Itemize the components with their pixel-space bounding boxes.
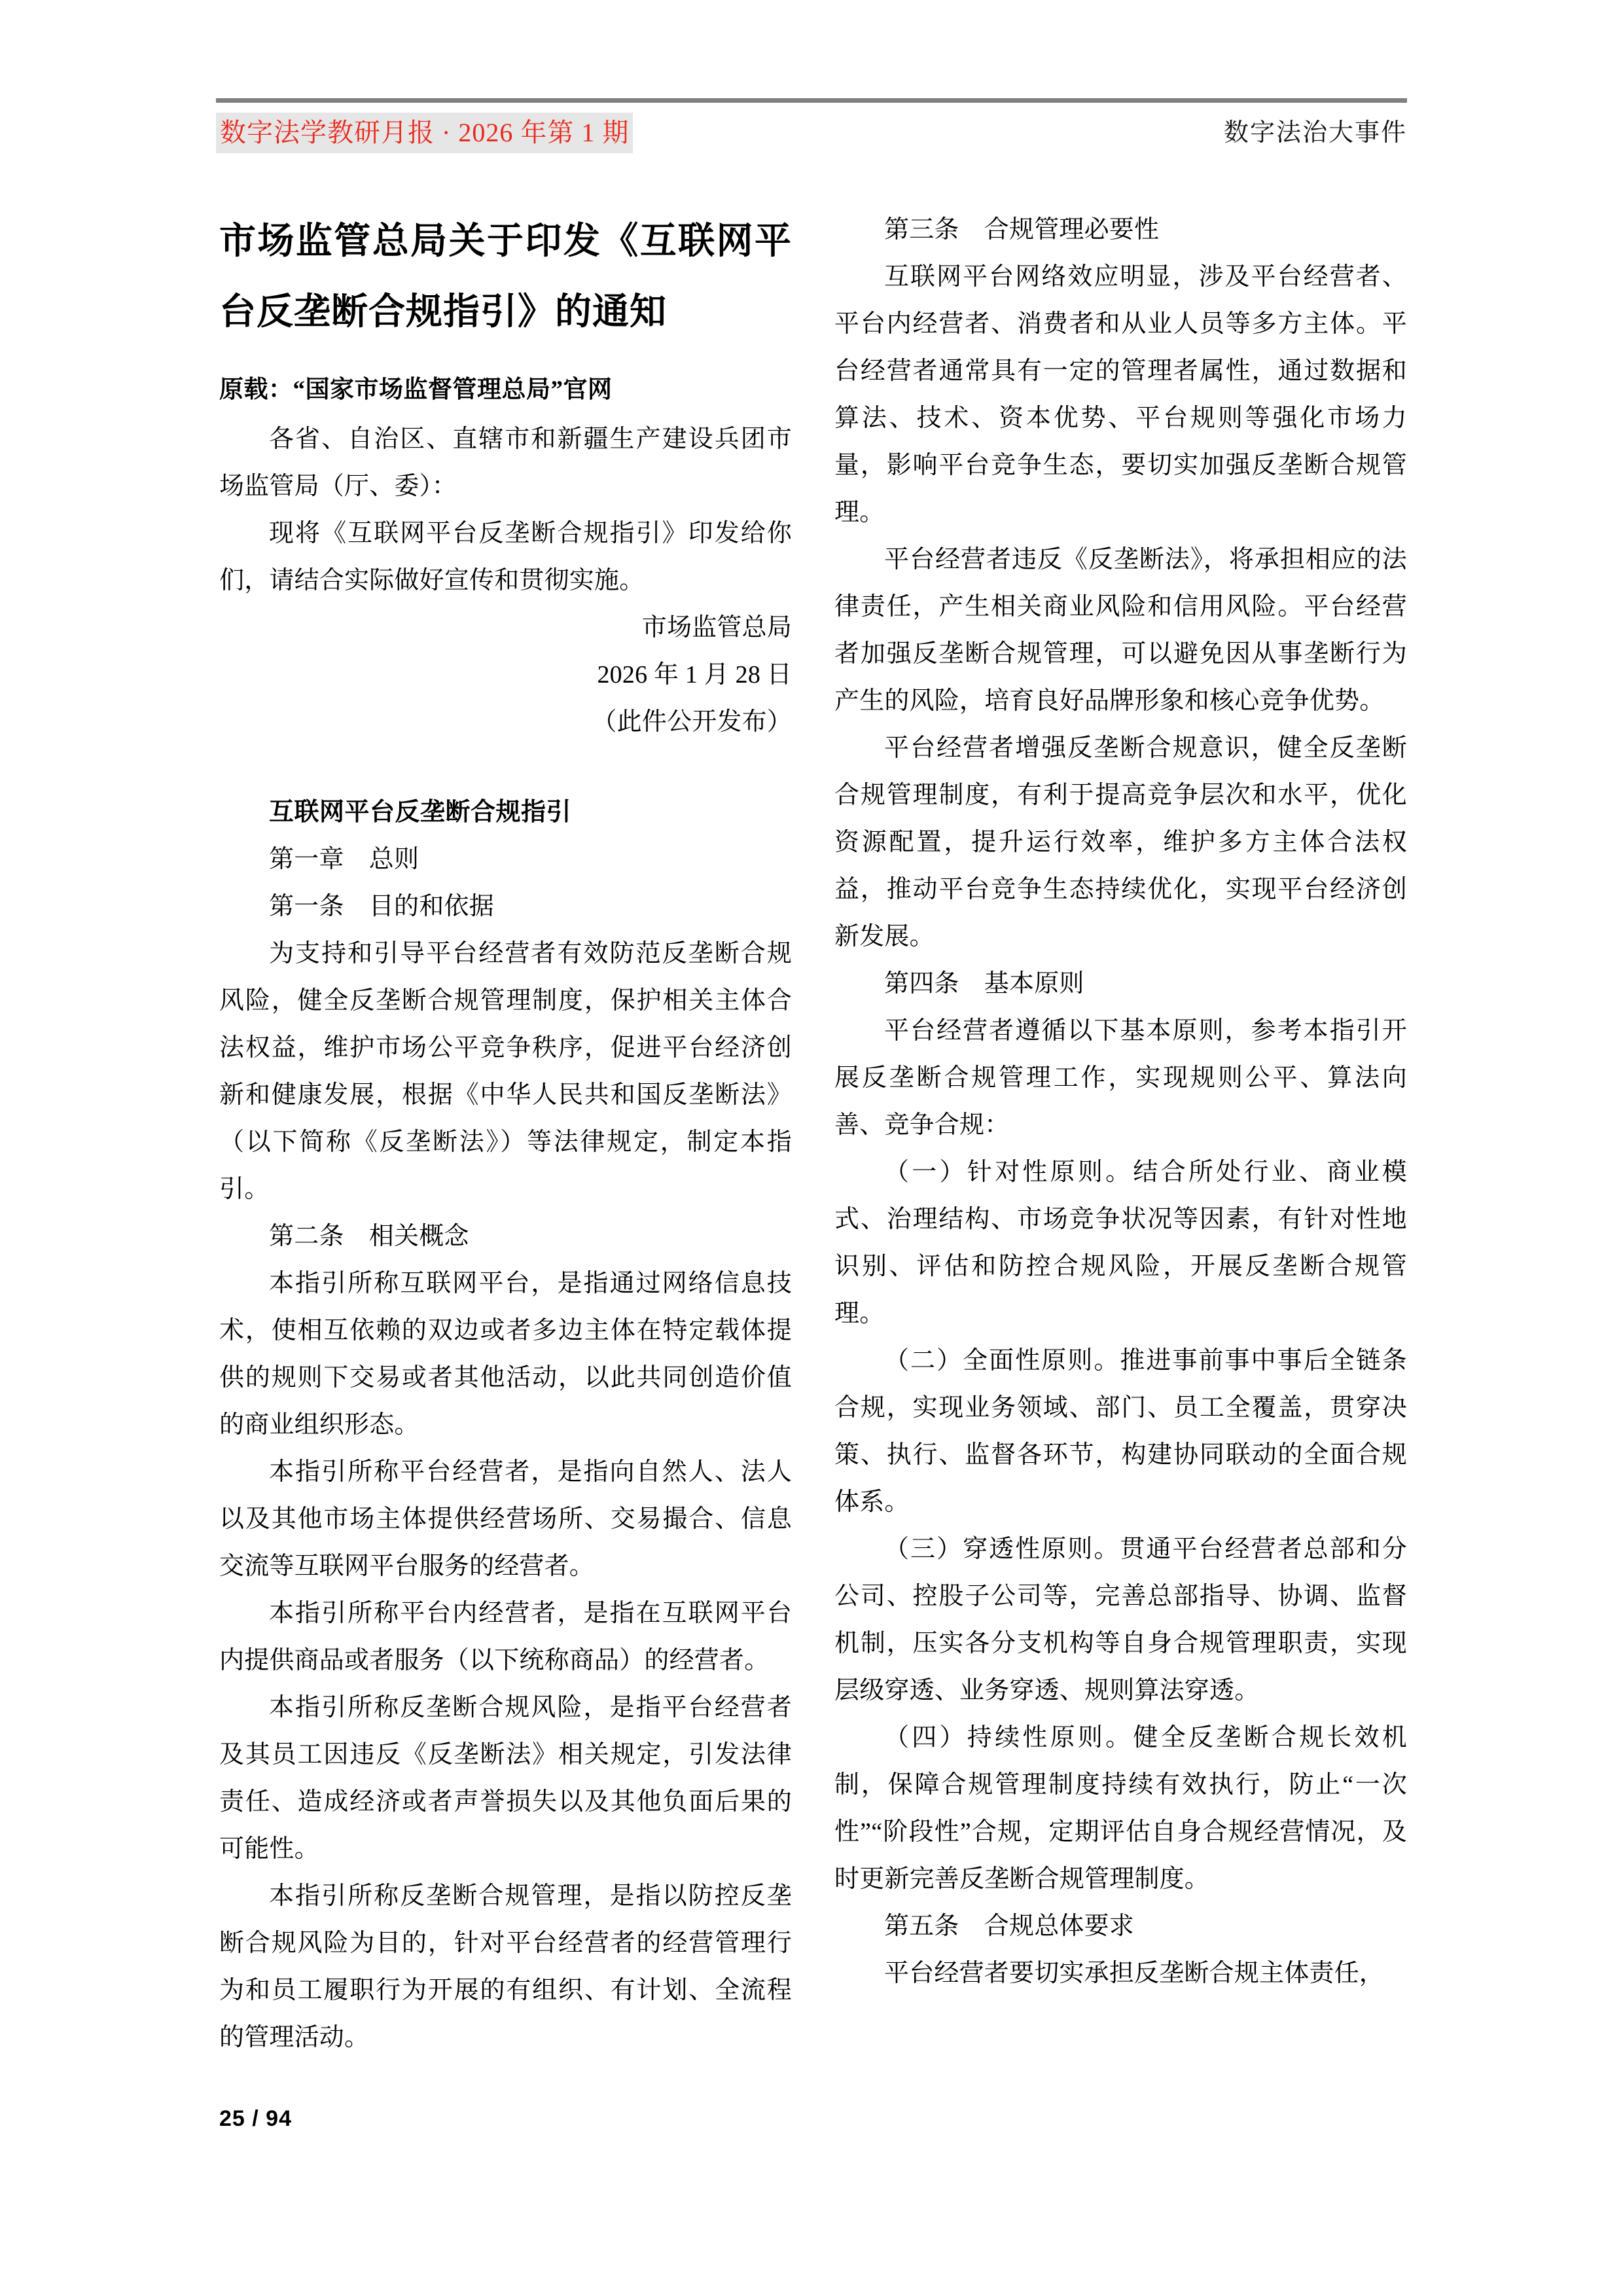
signature-date: 2026 年 1 月 28 日 [597, 661, 792, 689]
article-2-paragraph-2: 本指引所称平台经营者，是指向自然人、法人以及其他市场主体提供经营场所、交易撮合、信息交流等互联网平台服务的经营者。 [219, 1458, 792, 1580]
article-3-paragraph-3: 平台经营者增强反垄断合规意识，健全反垄断合规管理制度，有利于提高竞争层次和水平，优化资源配置，提升运行效率，维护多方主体合法权益，推动平台竞争生态持续优化，实现平台经济创新发展。 [834, 734, 1407, 950]
header-rule [216, 98, 1407, 103]
journal-issue-label: 数字法学教研月报 · 2026 年第 1 期 [216, 113, 633, 153]
article-1-body: 为支持和引导平台经营者有效防范反垄断合规风险，健全反垄断合规管理制度，保护相关主体合法权益，维护市场公平竞争秩序，促进平台经济创新和健康发展，根据《中华人民共和国反垄断法》（以下简称《反垄断法》）等法律规定，制定本指引。 [219, 940, 792, 1203]
article-4-intro: 平台经营者遵循以下基本原则，参考本指引开展反垄断合规管理工作，实现规则公平、算法向善、竞争合规： [834, 1017, 1407, 1139]
article-3-paragraph-1: 互联网平台网络效应明显，涉及平台经营者、平台内经营者、消费者和从业人员等多方主体。平台经营者通常具有一定的管理者属性，通过数据和算法、技术、资本优势、平台规则等强化市场力量，影响平台竞争生态，要切实加强反垄断合规管理。 [834, 263, 1407, 526]
article-4-item-4: （四）持续性原则。健全反垄断合规长效机制，保障合规管理制度持续有效执行，防止“一次性”“阶段性”合规，定期评估自身合规经营情况，及时更新完善反垄断合规管理制度。 [834, 1724, 1407, 1893]
addressee-paragraph: 各省、自治区、直辖市和新疆生产建设兵团市场监管局（厅、委）： [219, 425, 792, 500]
body-columns [219, 206, 1407, 2085]
article-2-paragraph-4: 本指引所称反垄断合规风险，是指平台经营者及其员工因违反《反垄断法》相关规定，引发法律责任、造成经济或者声誉损失以及其他负面后果的可能性。 [219, 1694, 792, 1863]
article-4-heading: 第四条 基本原则 [884, 970, 1084, 997]
article-2-paragraph-3: 本指引所称平台内经营者，是指在互联网平台内提供商品或者服务（以下统称商品）的经营者。 [219, 1600, 792, 1674]
transmittal-paragraph: 现将《互联网平台反垄断合规指引》印发给你们，请结合实际做好宣传和贯彻实施。 [219, 520, 792, 594]
article-2-heading: 第二条 相关概念 [269, 1223, 469, 1250]
running-header [216, 98, 1407, 157]
article-5-heading: 第五条 合规总体要求 [884, 1912, 1135, 1940]
article-2-paragraph-1: 本指引所称互联网平台，是指通过网络信息技术，使相互依赖的双边或者多边主体在特定载体提供的规则下交易或者其他活动，以此共同创造价值的商业组织形态。 [219, 1270, 792, 1439]
guideline-title: 互联网平台反垄断合规指引 [269, 798, 572, 826]
page-number: 25 / 94 [219, 2106, 292, 2131]
block-spacer [219, 745, 792, 774]
article-3-heading: 第三条 合规管理必要性 [884, 216, 1160, 243]
chapter-one-heading: 第一章 总则 [269, 846, 419, 873]
signature-org: 市场监管总局 [641, 614, 792, 641]
source-line: 原载：“国家市场监督管理总局”官网 [219, 376, 613, 403]
signature-note: （此件公开发布） [592, 708, 792, 736]
article-3-paragraph-2: 平台经营者违反《反垄断法》，将承担相应的法律责任，产生相关商业风险和信用风险。平台经营者加强反垄断合规管理，可以避免因从事垄断行为产生的风险，培育良好品牌形象和核心竞争优势。 [834, 546, 1407, 715]
left-column [219, 206, 792, 2085]
article-1-heading: 第一条 目的和依据 [269, 893, 494, 920]
article-2-paragraph-5: 本指引所称反垄断合规管理，是指以防控反垄断合规风险为目的，针对平台经营者的经营管理行为和员工履职行为开展的有组织、有计划、全流程的管理活动。 [219, 1882, 792, 2051]
right-column [834, 206, 1407, 2085]
article-4-item-1: （一）针对性原则。结合所处行业、商业模式、治理结构、市场竞争状况等因素，有针对性地识别、评估和防控合规风险，开展反垄断合规管理。 [834, 1158, 1407, 1327]
section-label: 数字法治大事件 [1223, 119, 1407, 147]
article-4-item-2: （二）全面性原则。推进事前事中事后全链条合规，实现业务领域、部门、员工全覆盖，贯穿决策、执行、监督各环节，构建协同联动的全面合规体系。 [834, 1347, 1407, 1516]
article-4-item-3: （三）穿透性原则。贯通平台经营者总部和分公司、控股子公司等，完善总部指导、协调、监督机制，压实各分支机构等自身合规管理职责，实现层级穿透、业务穿透、规则算法穿透。 [834, 1535, 1407, 1704]
article-5-paragraph-1: 平台经营者要切实承担反垄断合规主体责任， [884, 1960, 1385, 1987]
page-title: 市场监管总局关于印发《互联网平台反垄断合规指引》的通知 [219, 221, 792, 332]
